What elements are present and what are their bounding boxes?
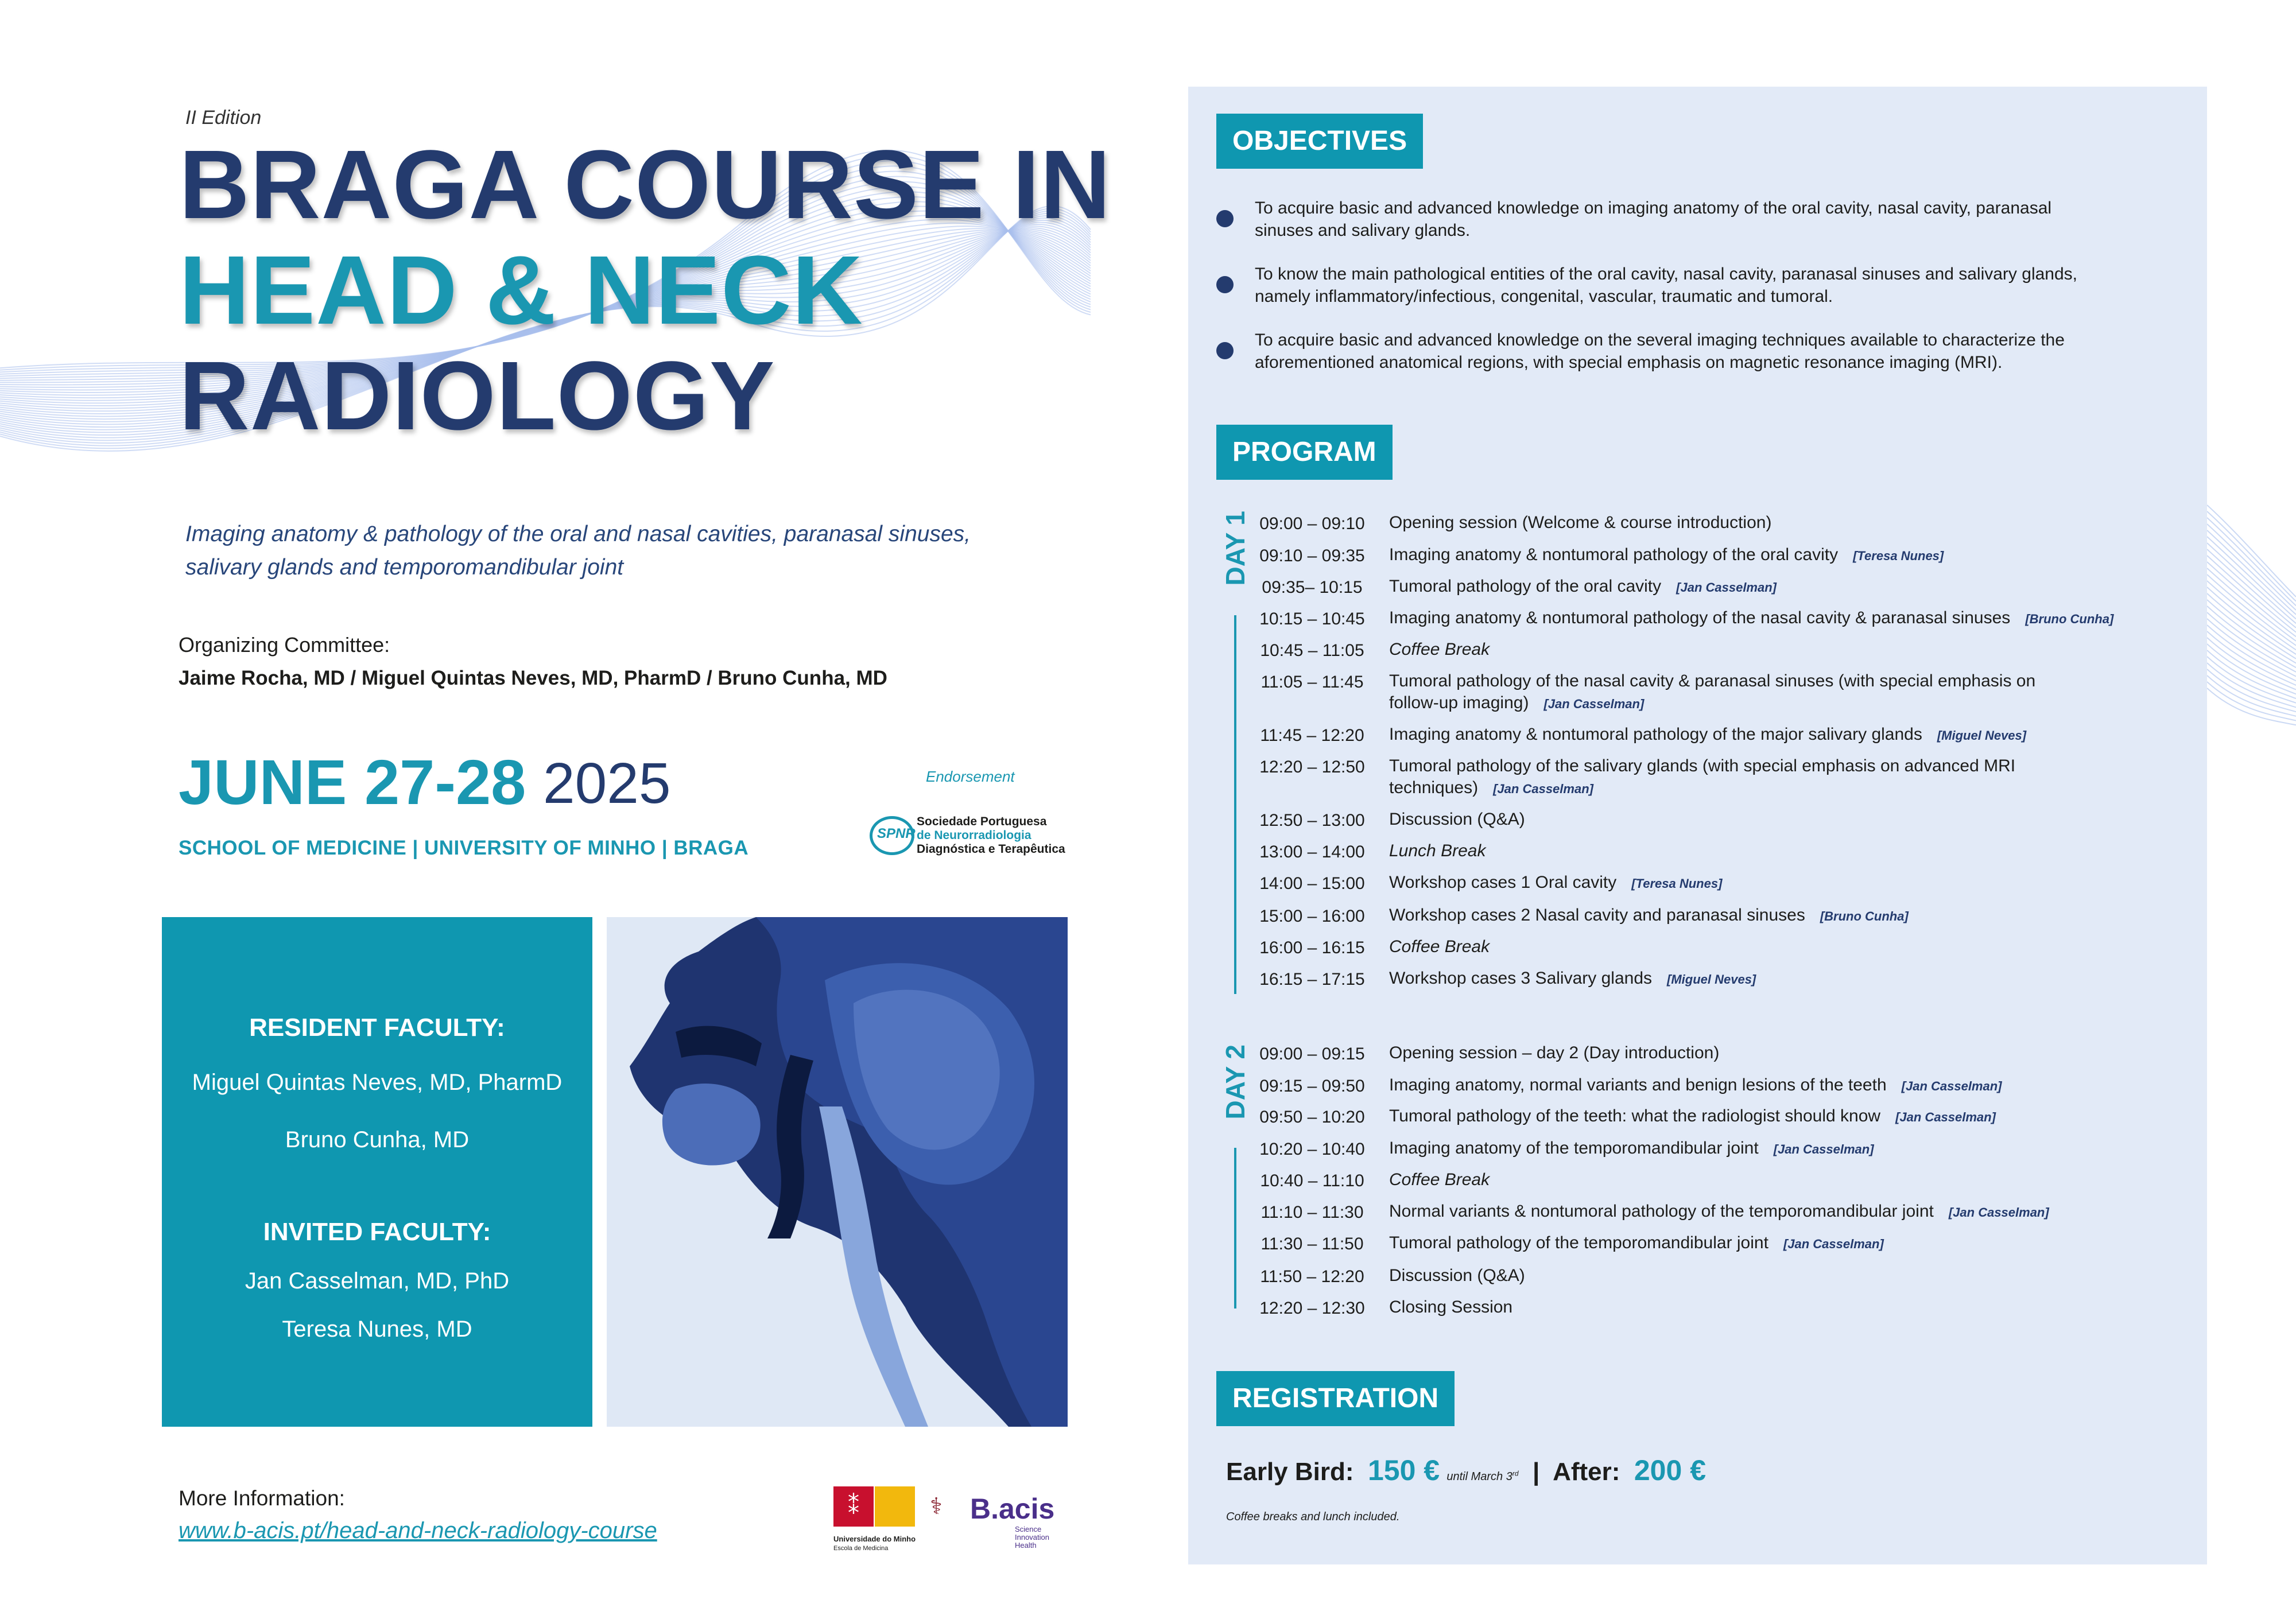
objective-3-line-2: aforementioned anatomical regions, with special emphasis on magnetic resonance imaging (MRI).	[1255, 353, 2003, 372]
session-time: 13:00 – 14:00	[1259, 842, 1365, 861]
early-bird-label: Early Bird:	[1226, 1458, 1354, 1486]
course-website-link[interactable]: www.b-acis.pt/head-and-neck-radiology-course	[179, 1518, 657, 1543]
edition-label: II Edition	[185, 107, 262, 129]
organizing-committee-names: Jaime Rocha, MD / Miguel Quintas Neves, MD, PharmD / Bruno Cunha, MD	[179, 667, 887, 689]
session-row	[1389, 872, 1722, 895]
day-2-label: DAY 2	[1220, 1045, 1250, 1120]
early-bird-deadline-text: until March 3	[1446, 1470, 1512, 1483]
early-bird-price: 150 €	[1367, 1454, 1440, 1486]
objective-2-line-1: To know the main pathological entities of the oral cavity, nasal cavity, paranasal sinuses and salivary glands,	[1255, 265, 2077, 284]
session-time: 09:15 – 09:50	[1259, 1077, 1365, 1096]
organizing-committee-label: Organizing Committee:	[179, 633, 390, 657]
objective-bullet-icon	[1216, 276, 1234, 293]
session-time: 11:05 – 11:45	[1261, 673, 1364, 692]
session-title: Workshop cases 2 Nasal cavity and paranasal sinuses	[1389, 906, 1805, 925]
invited-faculty-1: Jan Casselman, MD, PhD	[245, 1268, 510, 1294]
session-speaker: [Jan Casselman]	[1676, 580, 1777, 595]
registration-heading: REGISTRATION	[1216, 1371, 1455, 1426]
session-row	[1389, 512, 1771, 534]
session-title: Tumoral pathology of the teeth: what the radiologist should know	[1389, 1106, 1881, 1125]
spnr-logo	[870, 814, 1076, 854]
session-title: Workshop cases 3 Salivary glands	[1389, 969, 1652, 988]
session-row	[1389, 1137, 1874, 1160]
bacis-tag-1: Science	[1015, 1525, 1042, 1533]
session-title: Coffee Break	[1389, 1170, 1490, 1189]
subtitle-line-1: Imaging anatomy & pathology of the oral and nasal cavities, paranasal sinuses,	[185, 522, 971, 546]
session-speaker: [Teresa Nunes]	[1631, 876, 1723, 891]
bacis-wordmark: B.acis	[970, 1493, 1055, 1525]
objective-bullet-icon	[1216, 342, 1234, 359]
uminho-school: Escola de Medicina	[833, 1545, 889, 1552]
session-time: 09:00 – 09:10	[1259, 514, 1365, 533]
after-price: 200 €	[1634, 1454, 1706, 1486]
after-label: After:	[1553, 1458, 1620, 1486]
objective-item	[1255, 329, 2173, 374]
session-title: Imaging anatomy of the temporomandibular joint	[1389, 1139, 1759, 1158]
more-information-label: More Information:	[179, 1486, 345, 1510]
session-row	[1389, 1074, 2002, 1097]
session-row	[1389, 904, 1909, 927]
invited-faculty-2: Teresa Nunes, MD	[282, 1317, 472, 1342]
session-speaker: [Miguel Neves]	[1667, 972, 1756, 987]
session-title: Imaging anatomy & nontumoral pathology of the oral cavity	[1389, 545, 1839, 564]
session-title: Imaging anatomy, normal variants and benign lesions of the teeth	[1389, 1075, 1887, 1094]
medicine-symbol-icon: ⚕	[930, 1494, 943, 1519]
faculty-box	[162, 917, 592, 1427]
session-speaker: [Bruno Cunha]	[2025, 612, 2114, 626]
session-time: 09:50 – 10:20	[1259, 1108, 1365, 1127]
session-time: 11:45 – 12:20	[1260, 726, 1364, 745]
session-time: 16:15 – 17:15	[1259, 970, 1365, 989]
invited-faculty-heading: INVITED FACULTY:	[263, 1218, 491, 1246]
title-line-1: BRAGA COURSE IN	[179, 130, 1111, 239]
session-title: Opening session – day 2 (Day introduction)	[1389, 1043, 1720, 1062]
day-1-divider	[1234, 615, 1236, 994]
session-row	[1389, 1105, 1996, 1128]
objective-3-line-1: To acquire basic and advanced knowledge on the several imaging techniques available to characterize the	[1255, 331, 2065, 350]
session-title: Tumoral pathology of the oral cavity	[1389, 577, 1662, 596]
early-bird-deadline	[1446, 1470, 1518, 1483]
session-title: Workshop cases 1 Oral cavity	[1389, 873, 1617, 892]
event-date: JUNE 27-28	[179, 747, 526, 818]
session-time: 16:00 – 16:15	[1259, 938, 1365, 957]
session-time: 14:00 – 15:00	[1259, 874, 1365, 893]
endorser-line-3: Diagnóstica e Terapêutica	[917, 842, 1065, 856]
objective-bullet-icon	[1216, 210, 1234, 227]
session-time: 11:10 – 11:30	[1261, 1203, 1364, 1222]
session-speaker: [Jan Casselman]	[1948, 1205, 2049, 1220]
mri-head-neck-image	[607, 917, 1068, 1427]
session-title: Closing Session	[1389, 1298, 1513, 1317]
session-row	[1389, 1296, 1512, 1318]
uminho-red-block	[833, 1486, 874, 1527]
session-row	[1389, 840, 1486, 862]
session-row	[1389, 544, 1944, 567]
session-title: Coffee Break	[1389, 640, 1490, 659]
title-line-2: HEAD & NECK	[179, 236, 863, 345]
session-title: Lunch Break	[1389, 841, 1486, 860]
registration-note: Coffee breaks and lunch included.	[1226, 1511, 1400, 1523]
session-speaker: [Jan Casselman]	[1773, 1142, 1874, 1156]
session-time: 10:45 – 11:05	[1260, 641, 1364, 660]
session-title: Imaging anatomy & nontumoral pathology of the nasal cavity & paranasal sinuses	[1389, 608, 2011, 627]
session-speaker: [Teresa Nunes]	[1853, 549, 1944, 563]
objective-item	[1255, 197, 2173, 242]
objective-item	[1255, 263, 2173, 308]
uminho-symbol-icon: ⁑	[848, 1494, 859, 1519]
session-time: 09:10 – 09:35	[1259, 546, 1365, 565]
session-speaker: [Jan Casselman]	[1543, 697, 1645, 711]
session-row	[1389, 607, 2113, 630]
endorsement-label: Endorsement	[926, 768, 1015, 785]
session-time: 10:40 – 11:10	[1260, 1171, 1364, 1190]
early-bird-deadline-sup: rd	[1512, 1469, 1519, 1478]
session-row	[1389, 1201, 2049, 1224]
objective-1-line-2: sinuses and salivary glands.	[1255, 221, 1471, 240]
session-title: Opening session (Welcome & course introduction)	[1389, 513, 1772, 532]
session-speaker: [Jan Casselman]	[1895, 1110, 1996, 1124]
subtitle-line-2: salivary glands and temporomandibular joint	[185, 555, 624, 580]
session-title: Tumoral pathology of the temporomandibular joint	[1389, 1233, 1768, 1252]
bacis-logo	[970, 1492, 1062, 1561]
session-time: 15:00 – 16:00	[1259, 907, 1365, 926]
session-time: 10:15 – 10:45	[1259, 609, 1365, 628]
session-row	[1389, 576, 1777, 599]
price-separator: |	[1532, 1458, 1540, 1486]
session-row	[1389, 1232, 1884, 1255]
session-row	[1389, 755, 2015, 800]
session-title: Coffee Break	[1389, 937, 1490, 956]
objective-2-line-2: namely inflammatory/infectious, congenital, vascular, traumatic and tumoral.	[1255, 287, 1833, 306]
session-row	[1389, 639, 1490, 661]
session-speaker: [Jan Casselman]	[1783, 1237, 1884, 1251]
endorser-line-2: de Neurorradiologia	[917, 829, 1031, 842]
objectives-heading: OBJECTIVES	[1216, 114, 1423, 169]
objective-1-line-1: To acquire basic and advanced knowledge on imaging anatomy of the oral cavity, nasal cavity, paranasal	[1255, 199, 2052, 218]
session-time: 09:00 – 09:15	[1259, 1045, 1365, 1063]
session-row	[1389, 1169, 1490, 1191]
session-row	[1389, 724, 2026, 747]
endorser-line-1: Sociedade Portuguesa	[917, 815, 1047, 828]
session-speaker: [Bruno Cunha]	[1820, 909, 1909, 923]
event-year: 2025	[543, 751, 671, 816]
session-title-continued: techniques)	[1389, 778, 1479, 797]
program-heading: PROGRAM	[1216, 425, 1393, 480]
session-title: Tumoral pathology of the nasal cavity & paranasal sinuses (with special emphasis on	[1389, 671, 2036, 690]
resident-faculty-heading: RESIDENT FACULTY:	[249, 1014, 505, 1042]
event-venue: SCHOOL OF MEDICINE | UNIVERSITY OF MINHO | BRAGA	[179, 837, 749, 859]
session-row	[1389, 809, 1525, 830]
resident-faculty-2: Bruno Cunha, MD	[285, 1127, 470, 1152]
title-line-3: RADIOLOGY	[179, 341, 775, 451]
session-time: 12:50 – 13:00	[1259, 811, 1365, 830]
session-row	[1389, 968, 1756, 991]
bacis-tag-2: Innovation	[1015, 1533, 1049, 1542]
uminho-yellow-block	[875, 1486, 943, 1527]
session-title: Imaging anatomy & nontumoral pathology of the major salivary glands	[1389, 725, 1922, 744]
session-speaker: [Miguel Neves]	[1937, 728, 2027, 743]
session-title: Discussion (Q&A)	[1389, 810, 1525, 829]
registration-prices	[1226, 1454, 1706, 1487]
session-title: Tumoral pathology of the salivary glands (with special emphasis on advanced MRI	[1389, 756, 2016, 775]
course-title	[179, 132, 1111, 449]
bacis-tag-3: Health	[1015, 1541, 1037, 1550]
spnr-emblem-icon	[870, 816, 914, 855]
course-subtitle	[185, 518, 1023, 584]
session-time: 10:20 – 10:40	[1259, 1140, 1365, 1159]
session-row	[1389, 670, 2035, 715]
day-1-label: DAY 1	[1220, 511, 1250, 586]
resident-faculty-1: Miguel Quintas Neves, MD, PharmD	[192, 1070, 563, 1095]
session-title: Discussion (Q&A)	[1389, 1266, 1525, 1285]
session-speaker: [Jan Casselman]	[1901, 1079, 2002, 1093]
session-time: 11:30 – 11:50	[1261, 1234, 1364, 1253]
uminho-name: Universidade do Minho	[833, 1535, 916, 1543]
spnr-mark: SPNR	[877, 826, 916, 841]
bacis-tagline	[1015, 1525, 1049, 1550]
session-time: 11:50 – 12:20	[1260, 1267, 1364, 1286]
session-title-continued: follow-up imaging)	[1389, 693, 1529, 712]
session-speaker: [Jan Casselman]	[1493, 782, 1593, 796]
session-time: 09:35– 10:15	[1262, 578, 1363, 597]
session-row	[1389, 936, 1490, 958]
session-title: Normal variants & nontumoral pathology of the temporomandibular joint	[1389, 1202, 1934, 1221]
session-time: 12:20 – 12:30	[1259, 1299, 1365, 1318]
day-2-divider	[1234, 1148, 1236, 1309]
uminho-logo	[833, 1486, 943, 1558]
session-row	[1389, 1042, 1719, 1064]
session-time: 12:20 – 12:50	[1259, 758, 1365, 776]
session-row	[1389, 1265, 1525, 1287]
